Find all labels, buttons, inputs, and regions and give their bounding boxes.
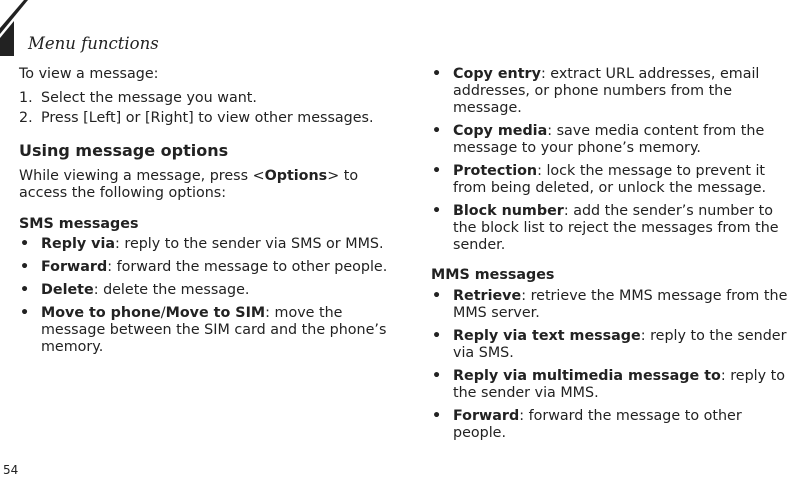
- bullet: •: [432, 163, 442, 179]
- option-desc: : lock the message to prevent it from being deleted, or unlock the message.: [453, 163, 767, 196]
- bullet: •: [20, 236, 30, 252]
- option-desc: : extract URL addresses, email addresses, or phone numbers from the message.: [453, 66, 760, 116]
- option-desc: : add the sender’s number to the block list to reject the messages from the sender.: [453, 203, 779, 253]
- bullet: •: [20, 305, 30, 321]
- step-text: Select the message you want.: [41, 90, 257, 106]
- option-term: Move to SIM: [165, 305, 266, 321]
- step-text: Press [Left] or [Right] to view other messages.: [41, 110, 374, 126]
- option-term: Move to phone: [41, 305, 161, 321]
- left-column: [19, 66, 391, 356]
- section-heading: Using message options: [19, 141, 229, 160]
- list-item: [431, 368, 793, 402]
- step-item: [19, 90, 391, 107]
- bullet: •: [20, 259, 30, 275]
- option-term: Retrieve: [453, 288, 522, 304]
- option-desc: : delete the message.: [93, 282, 250, 298]
- list-item: [431, 288, 793, 322]
- list-item: [431, 163, 793, 197]
- option-term: Reply via: [41, 236, 116, 252]
- list-item: [431, 328, 793, 362]
- bullet: •: [20, 282, 30, 298]
- bullet: •: [432, 203, 442, 219]
- option-term: Forward: [453, 408, 520, 424]
- list-item: [19, 282, 391, 299]
- option-desc: : forward the message to other people.: [107, 259, 388, 275]
- option-separator: /: [160, 305, 166, 321]
- page-number: 54: [3, 463, 19, 477]
- option-term: Delete: [41, 282, 94, 298]
- mms-options-list: [431, 288, 793, 442]
- list-item: [431, 123, 793, 157]
- list-item: [19, 259, 391, 276]
- step-number: 1.: [19, 90, 33, 106]
- option-desc: : reply to the sender via SMS.: [453, 328, 787, 361]
- option-term: Copy media: [453, 123, 548, 139]
- step-number: 2.: [19, 110, 33, 126]
- list-item: [431, 66, 793, 117]
- option-desc: : reply to the sender via SMS or MMS.: [115, 236, 384, 252]
- bullet: •: [432, 408, 442, 424]
- list-item: [431, 203, 793, 254]
- step-item: [19, 110, 391, 127]
- option-term: Protection: [453, 163, 538, 179]
- list-item: [19, 236, 391, 253]
- bullet: •: [432, 288, 442, 304]
- option-desc: : forward the message to other people.: [453, 408, 742, 441]
- option-desc: : move the message between the SIM card and the phone’s memory.: [41, 305, 387, 355]
- sms-heading: SMS messages: [19, 216, 139, 232]
- option-desc: : reply to the sender via MMS.: [453, 368, 786, 401]
- option-term: Reply via multimedia message to: [453, 368, 721, 384]
- intro-text: To view a message:: [19, 66, 159, 82]
- bullet: •: [432, 66, 442, 82]
- sms-options-list-continued: [431, 66, 793, 254]
- bullet: •: [432, 368, 442, 384]
- right-column: [431, 66, 793, 442]
- steps-list: [19, 90, 391, 127]
- option-desc: : retrieve the MMS message from the MMS server.: [453, 288, 788, 321]
- sms-options-list: [19, 236, 391, 356]
- option-term: Reply via text message: [453, 328, 641, 344]
- bullet: •: [432, 123, 442, 139]
- option-term: Copy entry: [453, 66, 541, 82]
- list-item: [431, 408, 793, 442]
- list-item: [19, 305, 391, 356]
- options-key: Options: [264, 168, 328, 184]
- option-term: Forward: [41, 259, 108, 275]
- option-desc: : save media content from the message to your phone’s memory.: [453, 123, 765, 156]
- running-header: Menu functions: [28, 34, 159, 53]
- bullet: •: [432, 328, 442, 344]
- mms-heading: MMS messages: [431, 267, 555, 283]
- options-paragraph: While viewing a message, press <Options> to access the following options:: [19, 168, 359, 201]
- option-term: Block number: [453, 203, 564, 219]
